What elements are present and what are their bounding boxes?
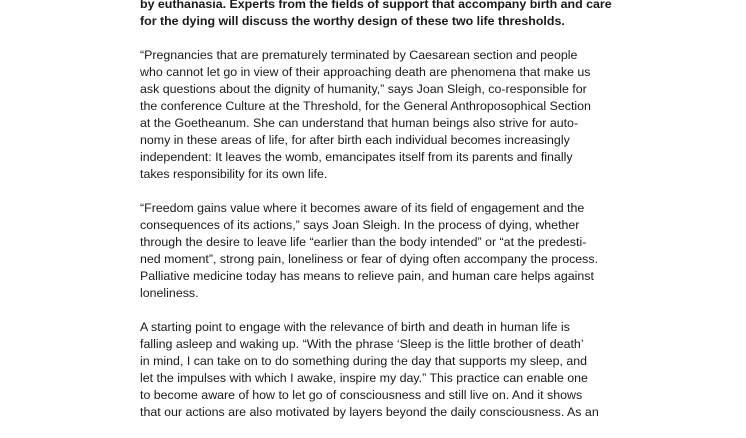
paragraph-line: A starting point to engage with the relevance of birth and death in human life is — [140, 320, 570, 334]
paragraph-3 — [140, 319, 610, 421]
paragraph-line: “Pregnancies that are prematurely terminated by Caesarean section and people — [140, 48, 578, 62]
paragraph-2 — [140, 200, 610, 302]
paragraph-line: independent: It leaves the womb, emancipates itself from its parents and finally — [140, 150, 573, 164]
intro-paragraph — [140, 0, 610, 30]
paragraph-line: that our actions are also motivated by layers beyond the daily consciousness. As an — [140, 405, 599, 419]
paragraph-line: to become aware of how to let go of consciousness and still live on. And it shows — [140, 388, 583, 402]
paragraph-line: the conference Culture at the Threshold, for the General Anthroposophical Section — [140, 99, 591, 113]
paragraph-line: let the impulses with which I awake, inspire my day.” This practice can enable one — [140, 371, 588, 385]
paragraph-line: takes responsibility for its own life. — [140, 167, 328, 181]
paragraph-line: ask questions about the dignity of humanity,” says Joan Sleigh, co-responsible for — [140, 82, 587, 96]
paragraph-line: loneliness. — [140, 286, 199, 300]
paragraph-line: through the desire to leave life “earlier than the body intended” or “at the predesti- — [140, 235, 587, 249]
intro-line: for the dying will discuss the worthy design of these two life thresholds. — [140, 14, 565, 28]
paragraph-1 — [140, 47, 610, 183]
paragraph-line: falling asleep and waking up. “With the phrase ‘Sleep is the little brother of death’ — [140, 337, 584, 351]
paragraph-line: at the Goetheanum. She can understand that human beings also strive for auto- — [140, 116, 579, 130]
paragraph-line: “Freedom gains value where it becomes aware of its field of engagement and the — [140, 201, 585, 215]
paragraph-line: consequences of its actions,” says Joan Sleigh. In the process of dying, whether — [140, 218, 580, 232]
paragraph-line: Palliative medicine today has means to relieve pain, and human care helps against — [140, 269, 594, 283]
paragraph-line: in mind, I can take on to do something during the day that supports my sleep, and — [140, 354, 588, 368]
intro-line: by euthanasia. Experts from the fields of support that accompany birth and care — [140, 0, 612, 11]
paragraph-line: who cannot let go in view of their approaching death are phenomena that make us — [140, 65, 591, 79]
paragraph-line: nomy in these areas of life, for after birth each individual becomes increasingly — [140, 133, 570, 147]
article-body — [140, 0, 610, 438]
paragraph-line: ned moment”, strong pain, loneliness or fear of dying often accompany the process. — [140, 252, 599, 266]
